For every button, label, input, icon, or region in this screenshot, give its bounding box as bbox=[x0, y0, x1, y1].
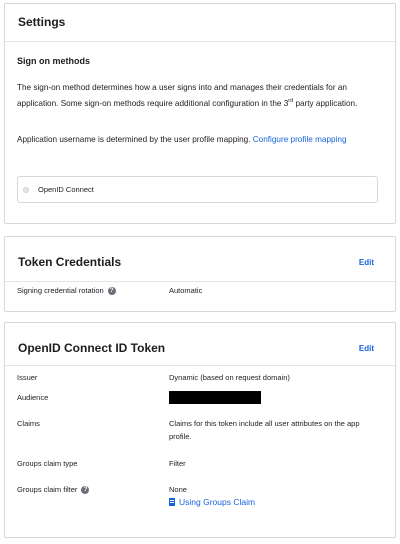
token-credentials-header bbox=[5, 253, 395, 271]
token-credentials-title: Token Credentials bbox=[18, 255, 122, 269]
username-mapping-text bbox=[17, 132, 357, 148]
help-icon[interactable]: ? bbox=[108, 287, 116, 295]
configure-profile-mapping-link[interactable]: Configure profile mapping bbox=[252, 135, 347, 144]
settings-title: Settings bbox=[18, 15, 66, 29]
oidc-token-divider bbox=[5, 365, 395, 366]
openid-connect-label: OpenID Connect bbox=[38, 185, 94, 194]
openid-connect-option[interactable] bbox=[17, 176, 378, 203]
groups-claim-filter-value: None bbox=[169, 485, 187, 494]
radio-button-icon[interactable] bbox=[23, 187, 29, 193]
username-mapping-label: Application username is determined by the user profile mapping. bbox=[17, 135, 253, 144]
signing-rotation-label bbox=[17, 286, 116, 295]
using-groups-claim-link[interactable] bbox=[169, 497, 255, 507]
sign-on-methods-heading: Sign on methods bbox=[17, 56, 90, 66]
help-icon[interactable]: ? bbox=[81, 486, 89, 494]
token-credentials-divider bbox=[5, 281, 395, 282]
signing-rotation-label-text: Signing credential rotation bbox=[17, 286, 104, 295]
audience-label: Audience bbox=[17, 393, 49, 402]
oidc-token-header bbox=[5, 339, 395, 357]
groups-claim-type-label: Groups claim type bbox=[17, 459, 78, 468]
oidc-token-edit-button[interactable]: Edit bbox=[358, 343, 374, 353]
using-groups-claim-label[interactable]: Using Groups Claim bbox=[179, 497, 256, 507]
issuer-value: Dynamic (based on request domain) bbox=[169, 373, 290, 382]
sign-on-description-end: party application. bbox=[293, 98, 358, 108]
settings-header bbox=[5, 13, 395, 31]
sign-on-description bbox=[17, 80, 379, 111]
document-icon bbox=[169, 498, 175, 506]
signing-rotation-value: Automatic bbox=[169, 286, 203, 295]
sign-on-description-text: The sign-on method determines how a user signs into and manages their credentials for an application. Some sign-on methods require additional configuration in the 3 bbox=[17, 83, 347, 108]
groups-claim-type-value: Filter bbox=[169, 459, 186, 468]
issuer-label: Issuer bbox=[17, 373, 38, 382]
oidc-token-title: OpenID Connect ID Token bbox=[18, 341, 166, 355]
token-credentials-edit-button[interactable]: Edit bbox=[358, 257, 374, 267]
settings-divider bbox=[5, 41, 395, 42]
claims-value: Claims for this token include all user attributes on the app profile. bbox=[169, 419, 360, 441]
groups-claim-filter-label bbox=[17, 485, 89, 494]
groups-claim-filter-label-text: Groups claim filter bbox=[17, 485, 78, 494]
audience-redacted-value bbox=[169, 391, 261, 404]
claims-label: Claims bbox=[17, 419, 40, 428]
superscript-rd: rd bbox=[288, 97, 294, 104]
token-credentials-card bbox=[4, 236, 396, 312]
